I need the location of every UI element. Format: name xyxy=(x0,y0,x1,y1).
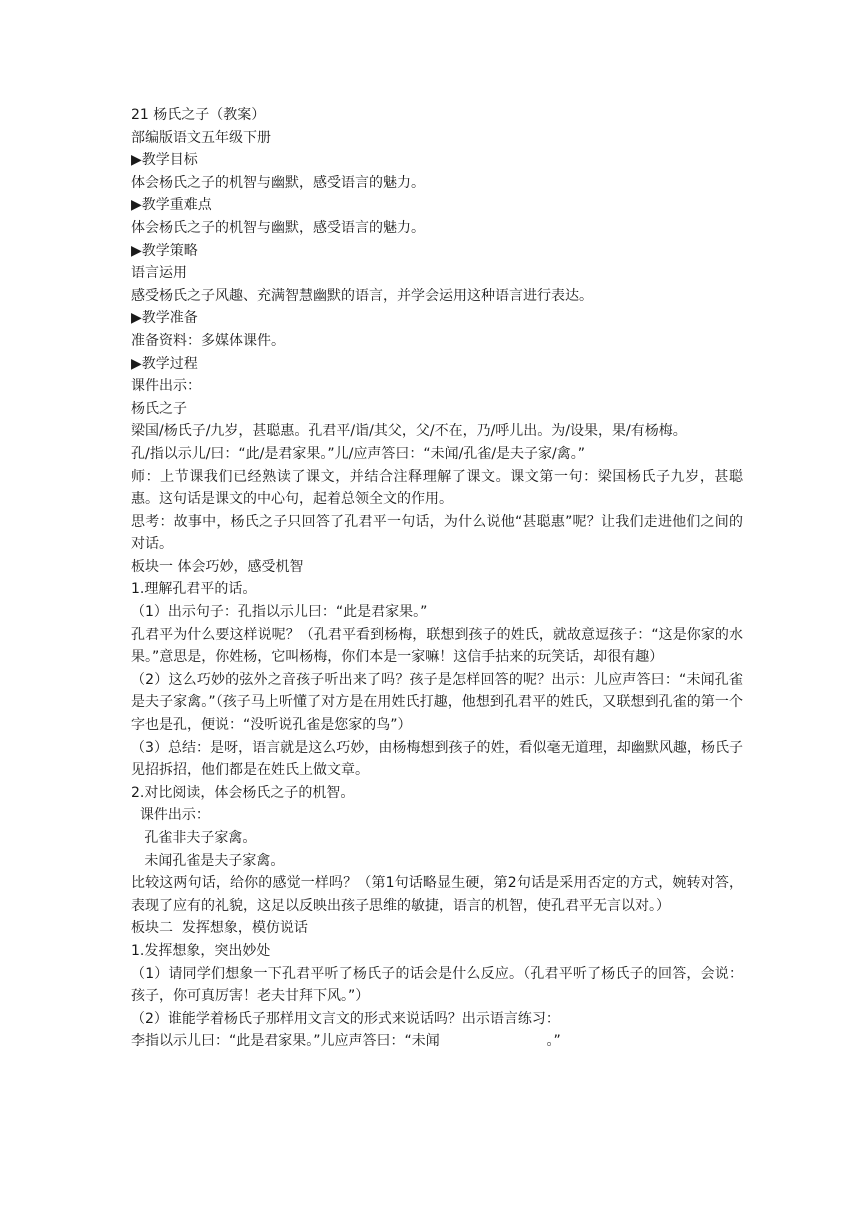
step-2-heading: 2.对比阅读，体会杨氏之子的机智。 xyxy=(131,784,355,801)
document-title: 21 杨氏之子（教案） xyxy=(131,107,266,123)
courseware-label: 课件出示： xyxy=(131,378,201,395)
step-1-1-text: （1）出示句子：孔指以示儿曰：“此是君家果。” xyxy=(131,604,428,621)
practice-sentence: 李指以示儿曰：“此是君家果。”儿应声答曰：“未闻 。” xyxy=(131,1033,561,1050)
lesson-plan-document xyxy=(131,104,743,1053)
step-1-3-text: （3）总结：是呀，语言就是这么巧妙，由杨梅想到孩子的姓，看似毫无道理，却幽默风趣，杨氏子见招拆招，他们都是在姓氏上做文章。 xyxy=(131,739,743,779)
section-heading-process: ▶教学过程 xyxy=(131,355,198,372)
courseware-label-2: 课件出示： xyxy=(131,807,210,824)
block-two-step-1-2-text: （2）谁能学着杨氏子那样用文言文的形式来说话吗？出示语言练习： xyxy=(131,1010,560,1027)
compare-sentence-1: 孔雀非夫子家禽。 xyxy=(131,830,257,846)
block-two-heading: 板块二 发挥想象，模仿说话 xyxy=(131,920,308,937)
section-heading-key-points: ▶教学重难点 xyxy=(131,197,212,214)
block-one-heading: 板块一 体会巧妙，感受机智 xyxy=(131,558,304,575)
block-two-step-1-heading: 1.发挥想象，突出妙处 xyxy=(131,942,271,959)
textbook-edition: 部编版语文五年级下册 xyxy=(131,129,271,146)
block-two-step-1-1-text: （1）请同学们想象一下孔君平听了杨氏子的话会是什么反应。（孔君平听了杨氏子的回答，会说：孩子，你可真厉害！老夫甘拜下风。”） xyxy=(131,965,743,1005)
step-1-heading: 1.理解孔君平的话。 xyxy=(131,581,257,598)
step-1-explanation: 孔君平为什么要这样说呢？（孔君平看到杨梅，联想到孩子的姓氏，就故意逗孩子：“这是你家的水果。”意思是，你姓杨，它叫杨梅，你们本是一家嘛！这信手拈来的玩笑话，却很有趣） xyxy=(131,626,743,666)
strategy-title: 语言运用 xyxy=(131,265,187,282)
section-heading-strategy: ▶教学策略 xyxy=(131,242,198,259)
compare-sentence-2: 未闻孔雀是夫子家禽。 xyxy=(131,852,285,869)
text-title: 杨氏之子 xyxy=(131,400,187,417)
goals-text: 体会杨氏之子的机智与幽默，感受语言的魅力。 xyxy=(131,174,425,191)
preparation-text: 准备资料：多媒体课件。 xyxy=(131,332,285,349)
thinking-question-paragraph: 思考：故事中，杨氏之子只回答了孔君平一句话，为什么说他“甚聪惠”呢？让我们走进他们之间的对话。 xyxy=(131,513,743,553)
section-heading-goals: ▶教学目标 xyxy=(131,152,198,169)
section-heading-preparation: ▶教学准备 xyxy=(131,310,198,327)
comparison-paragraph: 比较这两句话，给你的感觉一样吗？（第1句话略显生硬，第2句话是采用否定的方式，婉转对答，表现了应有的礼貌，这足以反映出孩子思维的敏捷，语言的机智，使孔君平无言以对。） xyxy=(131,875,743,914)
classical-text-line-2: 孔/指以示儿/曰：“此/是君家果。”儿/应声答曰：“未闻/孔雀/是夫子家/禽。” xyxy=(131,445,586,462)
key-points-text: 体会杨氏之子的机智与幽默，感受语言的魅力。 xyxy=(131,219,425,236)
step-1-2-text: （2）这么巧妙的弦外之音孩子听出来了吗？孩子是怎样回答的呢？出示：儿应声答曰：“未闻孔雀是夫子家禽。”（孩子马上听懂了对方是在用姓氏打趣，他想到孔君平的姓氏，又联想到孔雀的第一个字也是孔，便说：“没听说孔雀是您家的鸟”） xyxy=(131,671,743,734)
strategy-text: 感受杨氏之子风趣、充满智慧幽默的语言，并学会运用这种语言进行表达。 xyxy=(131,287,593,304)
classical-text-line-1: 梁国/杨氏子/九岁，甚聪惠。孔君平/诣/其父，父/不在，乃/呼儿出。为/设果，果/有杨梅。 xyxy=(131,423,687,440)
teacher-intro-paragraph: 师：上节课我们已经熟读了课文，并结合注释理解了课文。课文第一句：梁国杨氏子九岁，甚聪惠。这句话是课文的中心句，起着总领全文的作用。 xyxy=(131,468,743,508)
